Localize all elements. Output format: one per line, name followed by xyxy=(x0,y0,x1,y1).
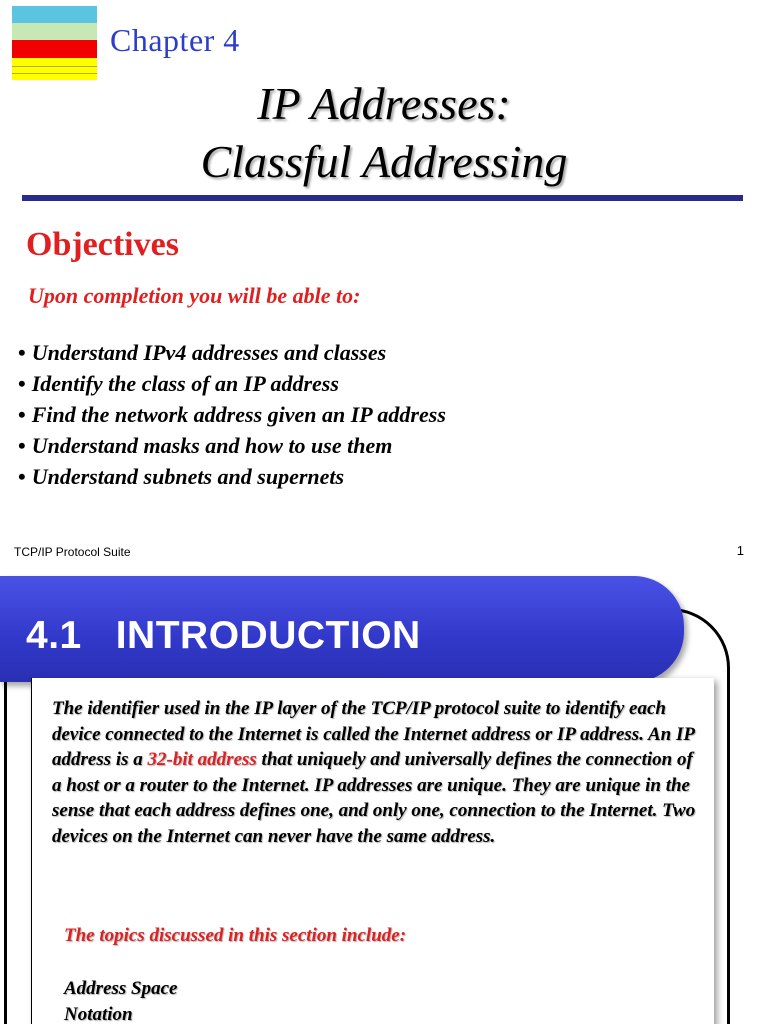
topics-list xyxy=(64,976,177,1024)
title-line-1: IP Addresses: xyxy=(257,78,511,129)
page-number: 1 xyxy=(736,543,744,558)
objectives-subtitle: Upon completion you will be able to: xyxy=(28,283,361,308)
footer-suite-name: TCP/IP Protocol Suite xyxy=(14,545,131,559)
title-line-2: Classful Addressing xyxy=(200,136,568,187)
objective-item: • Find the network address given an IP address xyxy=(18,402,446,427)
objective-item: • Understand IPv4 addresses and classes xyxy=(18,340,387,365)
stripe-green xyxy=(12,23,97,40)
section-number: 4.1 xyxy=(26,614,82,657)
section-banner xyxy=(0,576,684,682)
section-heading xyxy=(26,614,421,658)
content-box xyxy=(32,678,714,1024)
topic-item: Address Space xyxy=(64,978,178,999)
chapter-label: Chapter 4 xyxy=(110,22,240,58)
slide-2 xyxy=(0,568,768,1024)
section-title: INTRODUCTION xyxy=(115,614,421,657)
stripe-red xyxy=(12,40,97,58)
topics-heading: The topics discussed in this section include: xyxy=(64,925,407,946)
objective-item: • Understand masks and how to use them xyxy=(18,433,393,458)
topic-item: Notation xyxy=(64,1004,133,1024)
stripe-yellow xyxy=(12,58,97,80)
objective-item: • Understand subnets and supernets xyxy=(18,464,345,489)
objective-item: • Identify the class of an IP address xyxy=(18,371,339,396)
title-divider xyxy=(22,195,743,201)
intro-paragraph: The identifier used in the IP layer of the TCP/IP protocol suite to identify each device connected to the Internet is called the Internet address or IP address. An IP address is a 32-bit address that uniquely and universally defines the connection of a host or a router to the Internet. IP addresses are unique. They are unique in the sense that each address defines one, and only one, connection to the Internet. Two devices on the Internet can never have the same address. xyxy=(52,698,696,847)
objectives-list xyxy=(18,337,446,492)
highlight-32-bit: 32-bit address xyxy=(147,749,257,770)
objectives-heading: Objectives xyxy=(26,226,179,263)
stripe-cyan xyxy=(12,6,97,23)
